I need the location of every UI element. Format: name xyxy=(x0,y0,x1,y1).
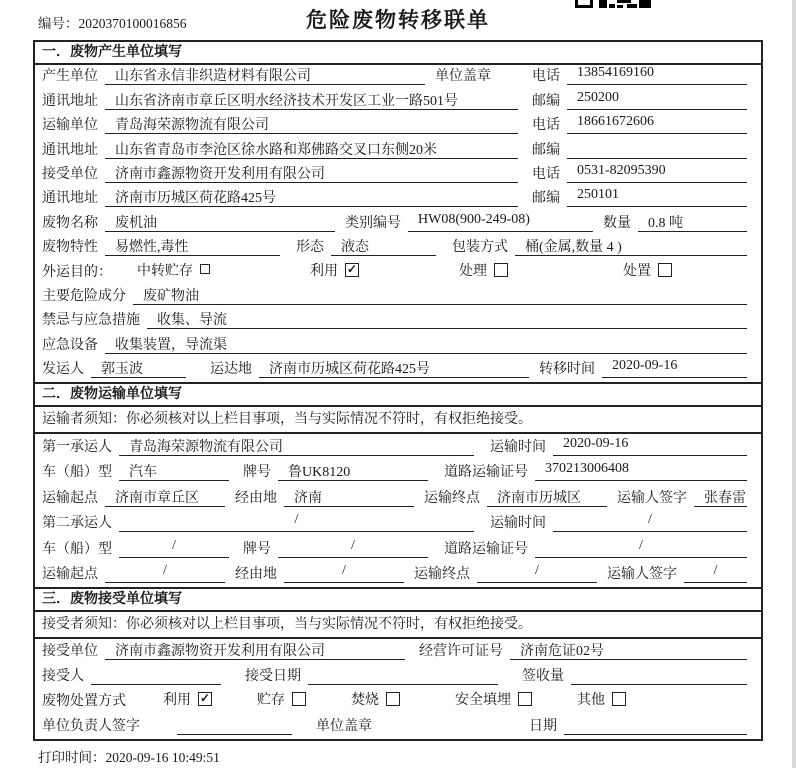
postcode-label: 邮编 xyxy=(532,191,560,207)
phone-label: 电话 xyxy=(532,166,560,182)
producer-postcode-value: 250200 xyxy=(567,90,747,110)
section2-header: 二．废物运输单位填写 xyxy=(35,382,761,407)
receiver-person-label: 接受人 xyxy=(42,669,84,685)
emergency-equipment-label: 应急设备 xyxy=(42,337,98,353)
row-second-route xyxy=(35,562,761,588)
page-title: 危险废物转移联单 xyxy=(306,8,490,32)
producer-unit-label: 产生单位 xyxy=(42,69,98,85)
first-endpoint-value: 济南市历城区 xyxy=(487,487,607,507)
checkbox-icon xyxy=(494,263,508,277)
form-value: 液态 xyxy=(331,236,436,256)
category-code-label: 类别编号 xyxy=(345,215,401,231)
origin-label: 运输起点 xyxy=(42,567,98,583)
signature-label: 运输人签字 xyxy=(607,567,677,583)
first-signature-value: 张春雷 xyxy=(694,487,747,507)
quantity-label: 数量 xyxy=(603,215,631,231)
section-receiver xyxy=(35,587,761,739)
transfer-time-label: 转移时间 xyxy=(539,362,595,378)
hazard-component-value: 废矿物油 xyxy=(133,285,747,305)
row-receive-unit xyxy=(35,639,761,664)
responsible-signature-value xyxy=(177,715,292,735)
row-producer-unit xyxy=(35,65,761,89)
row-responsible-signature xyxy=(35,714,761,739)
transporter-postcode-value xyxy=(567,139,747,159)
transporter-unit-label: 运输单位 xyxy=(42,118,98,134)
receive-date-label: 接受日期 xyxy=(245,669,301,685)
row-disposal-method xyxy=(35,689,761,714)
address-label: 通讯地址 xyxy=(42,142,98,158)
second-carrier-label: 第二承运人 xyxy=(42,516,112,532)
producer-unit-value: 山东省永信非织造材料有限公司 xyxy=(105,65,425,85)
destination-label: 运达地 xyxy=(210,362,252,378)
row-first-route xyxy=(35,485,761,511)
transporter-address-value: 山东省青岛市李沧区徐水路和郑佛路交叉口东侧20米 xyxy=(105,139,518,159)
vehicle-type-label: 车（船）型 xyxy=(42,465,112,481)
receive-date-value xyxy=(308,665,498,685)
section-producer xyxy=(35,42,761,382)
document-header xyxy=(0,0,796,40)
date-value xyxy=(564,715,747,735)
unit-seal-label: 单位盖章 xyxy=(435,69,491,85)
waste-property-label: 废物特性 xyxy=(42,240,98,256)
receiver-notice: 接受者须知：你必须核对以上栏目事项，当与实际情况不符时，有权拒绝接受。 xyxy=(35,612,761,639)
option-label: 中转贮存 xyxy=(137,263,193,279)
row-receive-person xyxy=(35,664,761,689)
emergency-measures-label: 禁忌与应急措施 xyxy=(42,313,140,329)
endpoint-label: 运输终点 xyxy=(414,567,470,583)
row-waste-property xyxy=(35,236,761,260)
endpoint-label: 运输终点 xyxy=(424,490,480,506)
waste-name-value: 废机油 xyxy=(105,212,335,232)
option-label: 其他 xyxy=(577,693,605,709)
first-road-permit-value: 370213006408 xyxy=(535,461,747,481)
row-first-carrier xyxy=(35,434,761,460)
address-label: 通讯地址 xyxy=(42,191,98,207)
row-emergency-measures xyxy=(35,309,761,333)
option-label: 贮存 xyxy=(257,693,285,709)
option-label: 安全填埋 xyxy=(455,693,511,709)
purpose-option-transfer-storage xyxy=(137,260,210,280)
disposal-option-other xyxy=(577,689,626,709)
shipper-label: 发运人 xyxy=(42,362,84,378)
responsible-signature-label: 单位负责人签字 xyxy=(42,719,140,735)
emergency-equipment-value: 收集装置，导流渠 xyxy=(105,334,747,354)
checkbox-icon xyxy=(292,692,306,706)
checkbox-icon: ✓ xyxy=(199,691,211,706)
postcode-label: 邮编 xyxy=(532,93,560,109)
option-label: 利用 xyxy=(310,263,338,279)
second-via-value: / xyxy=(284,563,404,583)
row-transporter-unit xyxy=(35,114,761,138)
second-carrier-value: / xyxy=(119,512,474,532)
second-transport-time-value: / xyxy=(553,512,747,532)
via-label: 经由地 xyxy=(235,567,277,583)
unit-seal-label: 单位盖章 xyxy=(316,719,372,735)
row-hazard-component xyxy=(35,285,761,309)
receiver-unit-label: 接受单位 xyxy=(42,644,98,660)
receiver-person-value xyxy=(91,665,221,685)
disposal-option-incinerate xyxy=(351,689,400,709)
emergency-measures-value: 收集、导流 xyxy=(147,309,747,329)
checkbox-icon xyxy=(200,264,210,274)
section-transport xyxy=(35,382,761,587)
road-permit-label: 道路运输证号 xyxy=(444,541,528,557)
transporter-unit-value: 青岛海荣源物流有限公司 xyxy=(105,114,518,134)
disposal-option-landfill xyxy=(455,689,532,709)
receiver-phone-value: 0531-82095390 xyxy=(567,163,747,183)
date-label: 日期 xyxy=(529,719,557,735)
transporter-notice: 运输者须知：你必须核对以上栏目事项，当与实际情况不符时，有权拒绝接受。 xyxy=(35,407,761,434)
purpose-option-utilize xyxy=(310,260,359,280)
first-carrier-label: 第一承运人 xyxy=(42,439,112,455)
purpose-label: 外运目的： xyxy=(42,264,112,280)
checkbox-icon xyxy=(386,692,400,706)
row-first-vehicle xyxy=(35,460,761,486)
transport-time-label: 运输时间 xyxy=(490,516,546,532)
option-label: 焚烧 xyxy=(351,693,379,709)
checkbox-icon xyxy=(518,692,532,706)
receiver-address-value: 济南市历城区荷花路425号 xyxy=(105,187,518,207)
manifest-form xyxy=(33,40,763,741)
row-second-carrier xyxy=(35,511,761,537)
producer-phone-value: 13854169160 xyxy=(567,65,747,85)
checkbox-icon: ✓ xyxy=(346,261,358,276)
vehicle-type-label: 车（船）型 xyxy=(42,541,112,557)
transporter-phone-value: 18661672606 xyxy=(567,114,747,134)
serial-value: 2020370100016856 xyxy=(78,16,187,31)
postcode-label: 邮编 xyxy=(532,142,560,158)
via-label: 经由地 xyxy=(235,490,277,506)
option-label: 处理 xyxy=(459,263,487,279)
received-amount-label: 签收量 xyxy=(522,669,564,685)
row-purpose xyxy=(35,260,761,284)
waste-property-value: 易燃性,毒性 xyxy=(105,236,280,256)
hazard-component-label: 主要危险成分 xyxy=(42,288,126,304)
phone-label: 电话 xyxy=(532,118,560,134)
form-label: 形态 xyxy=(296,240,324,256)
license-label: 经营许可证号 xyxy=(419,644,503,660)
row-producer-address xyxy=(35,89,761,113)
waste-name-label: 废物名称 xyxy=(42,215,98,231)
receiver-unit-value: 济南市鑫源物资开发利用有限公司 xyxy=(105,640,405,660)
print-time-value: 2020-09-16 10:49:51 xyxy=(105,750,220,766)
row-transporter-address xyxy=(35,138,761,162)
purpose-option-treat xyxy=(459,260,508,280)
origin-label: 运输起点 xyxy=(42,490,98,506)
second-vehicle-type-value: / xyxy=(119,538,229,558)
destination-value: 济南市历城区荷花路425号 xyxy=(259,358,529,378)
plate-label: 牌号 xyxy=(243,541,271,557)
receiver-unit-value: 济南市鑫源物资开发利用有限公司 xyxy=(105,163,518,183)
disposal-option-utilize xyxy=(163,689,212,709)
row-second-vehicle xyxy=(35,536,761,562)
receiver-unit-label: 接受单位 xyxy=(42,166,98,182)
row-shipper xyxy=(35,358,761,382)
page-edge xyxy=(792,0,796,768)
plate-label: 牌号 xyxy=(243,465,271,481)
transport-time-label: 运输时间 xyxy=(490,439,546,455)
quantity-value: 0.8 吨 xyxy=(638,212,747,232)
phone-label: 电话 xyxy=(532,69,560,85)
row-receiver-unit xyxy=(35,163,761,187)
first-plate-value: 鲁UK8120 xyxy=(278,461,428,481)
shipper-value: 郭玉波 xyxy=(91,358,186,378)
address-label: 通讯地址 xyxy=(42,93,98,109)
packing-value: 桶(金属,数量 4 ) xyxy=(515,236,747,256)
receiver-postcode-value: 250101 xyxy=(567,187,747,207)
serial-label: 编号： xyxy=(38,16,79,31)
road-permit-label: 道路运输证号 xyxy=(444,465,528,481)
checkbox-icon xyxy=(612,692,626,706)
second-plate-value: / xyxy=(278,538,428,558)
checkbox-icon xyxy=(658,263,672,277)
second-origin-value: / xyxy=(105,563,225,583)
second-signature-value: / xyxy=(684,563,747,583)
disposal-method-label: 废物处置方式 xyxy=(42,694,126,710)
signature-label: 运输人签字 xyxy=(617,490,687,506)
row-waste-name xyxy=(35,211,761,235)
packing-label: 包装方式 xyxy=(452,240,508,256)
first-carrier-value: 青岛海荣源物流有限公司 xyxy=(119,436,474,456)
second-road-permit-value: / xyxy=(535,538,747,558)
producer-address-value: 山东省济南市章丘区明水经济技术开发区工业一路501号 xyxy=(105,90,518,110)
second-endpoint-value: / xyxy=(477,563,597,583)
option-label: 利用 xyxy=(163,693,191,709)
section3-header: 三．废物接受单位填写 xyxy=(35,587,761,612)
category-code-value: HW08(900-249-08) xyxy=(408,212,593,232)
row-emergency-equipment xyxy=(35,333,761,357)
disposal-option-store xyxy=(257,689,306,709)
received-amount-value xyxy=(571,665,747,685)
section1-header: 一．废物产生单位填写 xyxy=(35,42,761,65)
transfer-time-value: 2020-09-16 xyxy=(602,358,747,378)
option-label: 处置 xyxy=(623,263,651,279)
print-time-label: 打印时间： xyxy=(38,750,106,766)
license-value: 济南危证02号 xyxy=(510,640,747,660)
first-vehicle-type-value: 汽车 xyxy=(119,461,229,481)
first-transport-time-value: 2020-09-16 xyxy=(553,436,747,456)
first-origin-value: 济南市章丘区 xyxy=(105,487,225,507)
row-receiver-address xyxy=(35,187,761,211)
first-via-value: 济南 xyxy=(284,487,414,507)
purpose-option-dispose xyxy=(623,260,672,280)
print-time xyxy=(38,746,796,766)
